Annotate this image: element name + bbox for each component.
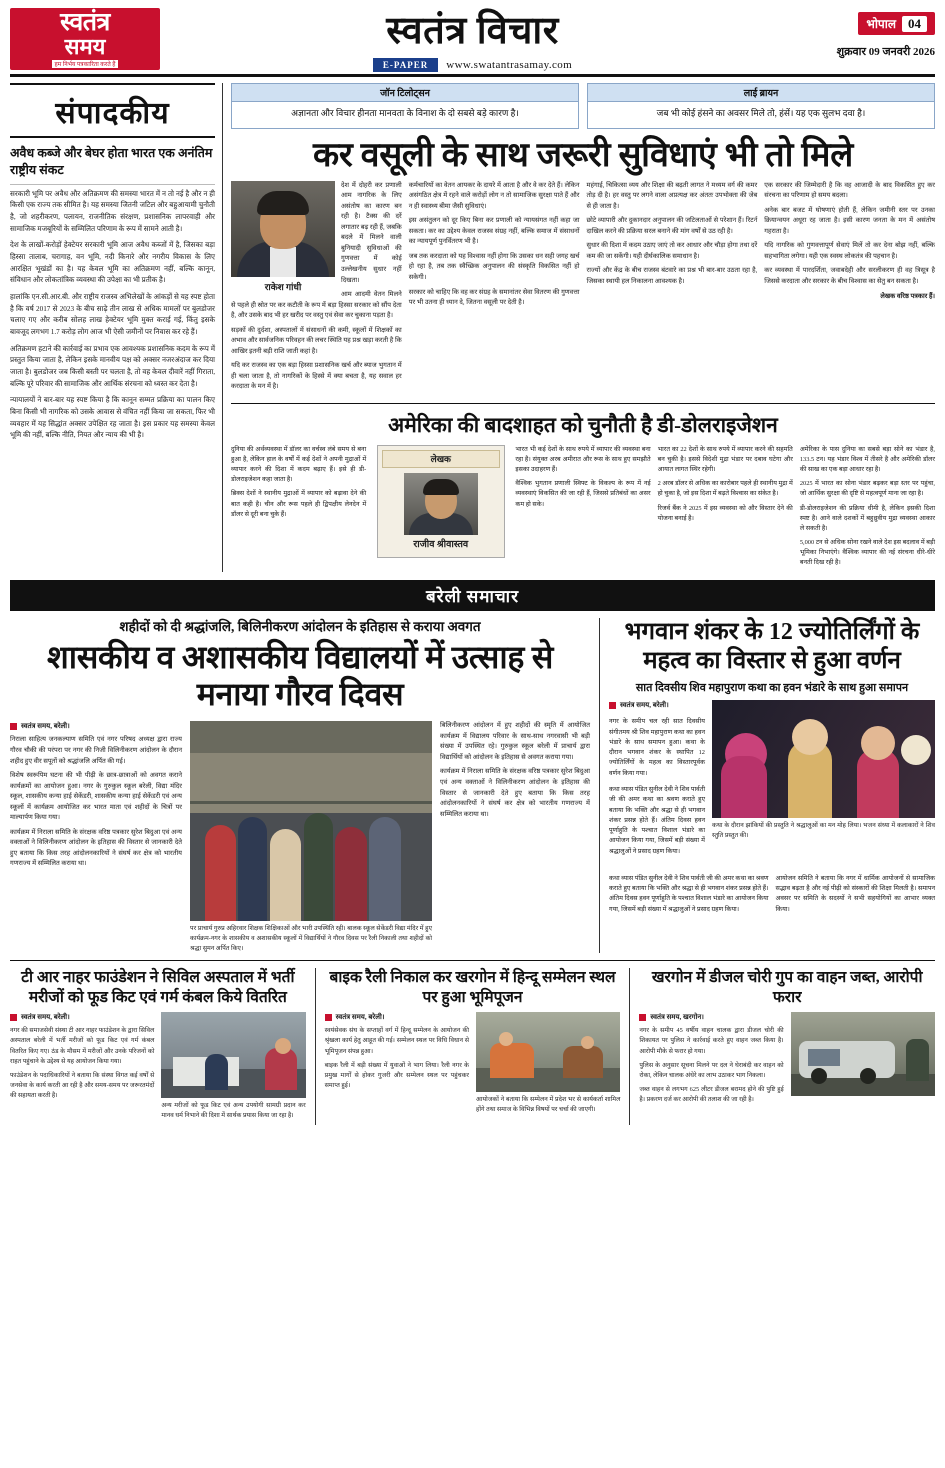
dollar-para: दुनिया की अर्थव्यवस्था में डॉलर का वर्चस्व लंबे समय से बना हुआ है, लेकिन हाल के वर्षों में कई देशों ने अपनी मुद्राओं में व्यापार करने की दिशा में कदम बढ़ाए हैं। इसे ही डी-डोलराइजेशन कहा जाता है। <box>231 445 367 484</box>
bike-rally-col-2 <box>476 1012 620 1119</box>
shiv-subhead: सात दिवसीय शिव महापुराण कथा का हवन भंडारे के साथ हुआ समापन <box>635 681 909 694</box>
bullet-icon <box>609 702 616 709</box>
author-photo <box>404 473 478 535</box>
bottom-zone <box>10 968 935 1125</box>
lead-para: इस असंतुलन को दूर किए बिना कर प्रणाली को न्यायसंगत नहीं कहा जा सकता। कर का उद्देश्य केवल राजस्व संग्रह नहीं, बल्कि समाज में संसाधनों का न्यायपूर्ण पुनर्वितरण भी है। <box>408 217 580 246</box>
diesel-theft-col-2 <box>791 1012 935 1109</box>
dollar-col-4 <box>800 445 935 572</box>
mid-zone <box>10 618 935 953</box>
editorial-title: संपादकीय <box>55 97 170 130</box>
website-url[interactable]: www.swatantrasamay.com <box>446 59 573 71</box>
editorial-para: हालांकि एन.सी.आर.बी. और राष्ट्रीय राजस्व अभिलेखों के आंकड़ों से यह स्पष्ट होता है कि वर्ष 2017 से 2023 के बीच साढ़े तीन लाख से अधिक मामलों पर बुलडोजर चलाए गए और करीब सोलह लाख हेक्टेयर भूमि मुक्त कराई गई, किंतु इसके बावजूद लगभग 1.7 करोड़ लोग आज भी ऐसी जमीनों पर निवास कर रहे हैं। <box>10 293 215 336</box>
story-diesel-theft <box>639 968 935 1125</box>
lead-para: यदि नागरिक को गुणवत्तापूर्ण सेवाएं मिलें तो कर देना बोझ नहीं, बल्कि सहभागिता लगेगा। यही एक स्वस्थ लोकतंत्र की पहचान है। <box>764 242 935 260</box>
shiv-story <box>609 618 935 953</box>
school-para: बिलिनीकरण आंदोलन में हुए शहीदों की स्मृति में आयोजित कार्यक्रम में विद्यालय परिवार के साथ-साथ नगरवासी भी बड़ी संख्या में उपस्थित रहे। गुरुकुल स्कूल बरेली में प्राचार्य द्वारा विद्यार्थियों को आंदोलन के इतिहास से अवगत कराया गया। <box>440 722 590 761</box>
dollar-author-col <box>373 445 508 572</box>
edition-city: भोपाल <box>866 17 896 31</box>
dollar-para: भारत का 22 देशों के साथ रुपये में व्यापार करने की सहमति बन चुकी है। इससे विदेशी मुद्रा भंडार पर दबाव घटेगा और आयात लागत स्थिर रहेगी। <box>657 445 793 474</box>
dollar-col-1 <box>231 445 366 572</box>
dollar-para: 2025 में भारत का सोना भंडार बढ़कर बड़ा स्तर पर पहुंचा, जो आर्थिक सुरक्षा की दृष्टि से महत्वपूर्ण माना जा रहा है। <box>799 480 936 498</box>
page-number: 04 <box>902 16 927 32</box>
logo-line-1: स्वतंत्र <box>60 8 110 36</box>
shiv-para: कथा व्यास पंडित सुनील देवी ने शिव पार्वती जी की अमर कथा का श्रवण कराते हुए बताया कि भक्ति और श्रद्धा से ही भगवान शंकर प्रसन्न होते हैं। अंतिम दिवस हवन पूर्णाहुति के पश्चात विशाल भंडारे का आयोजन किया गया, जिसमें बड़ी संख्या में श्रद्धालुओं ने प्रसाद ग्रहण किया। <box>609 786 705 855</box>
editorial-column <box>10 83 223 572</box>
author-photo-caption: राकेश गांधी <box>264 281 302 292</box>
food-kit-para: नगर की समाजसेवी संस्था टी आर नाहर फाउंडेशन के द्वारा सिविल अस्पताल बरेली में भर्ती मरीजों को फूड किट एवं गर्म कंबल वितरित किए गए। ठंड के मौसम में मरीजों और उनके परिजनों को राहत पहुंचाने के उद्देश्य से यह आयोजन किया गया। <box>10 1027 155 1065</box>
masthead <box>10 8 935 77</box>
lead-para: राज्यों और केंद्र के बीच राजस्व बंटवारे का प्रश्न भी बार-बार उठता रहा है, जिसका स्थायी हल निकालना आवश्यक है। <box>586 267 758 285</box>
lead-para: सरकार को चाहिए कि वह कर संग्रह के समानांतर सेवा वितरण की गुणवत्ता पर भी उतना ही ध्यान दे, जितना वसूली पर देती है। <box>408 288 580 307</box>
shiv-photo-block <box>712 700 935 864</box>
school-para: कार्यक्रम में निराला समिति के संरक्षक वरिष्ठ पत्रकार सुरेश बिदुआ एवं अन्य वक्ताओं ने विलिनीकरण आंदोलन के इतिहास की विस्तार से जानकारी देते हुए बताया कि किस तरह आंदोलनकारियों ने संघर्ष कर क्षेत्र को भारतीय गणराज्य में सम्मिलित कराया था। <box>440 768 590 818</box>
byline-text: स्वतंत्र समय, बरेली। <box>21 722 70 731</box>
story-bike-rally <box>325 968 631 1125</box>
lead-para: सुधार की दिशा में कदम उठाए जाएं तो कर आधार और चौड़ा होगा तथा दरें कम की जा सकेंगी। यही दीर्घकालिक समाधान है। <box>586 242 758 260</box>
food-kit-byline <box>10 1012 154 1023</box>
diesel-theft-byline <box>639 1012 783 1023</box>
food-kit-col-1 <box>10 1012 154 1125</box>
dollar-para: 2 अरब डॉलर से अधिक का कारोबार पहले ही स्थानीय मुद्रा में हो चुका है, जो इस दिशा में बढ़ते विश्वास का संकेत है। <box>657 480 793 498</box>
paper-title: स्वतंत्र विचार <box>386 10 559 52</box>
lead-col-2 <box>409 181 580 397</box>
shiv-photo-caption: कथा के दौरान झांकियों की प्रस्तुति ने श्रद्धालुओं का मन मोह लिया। भजन संध्या में कलाकारों ने शिव स्तुति प्रस्तुत की। <box>712 821 935 839</box>
lead-col-4 <box>764 181 935 397</box>
lead-col-3 <box>587 181 758 397</box>
food-kit-col-2 <box>161 1012 305 1125</box>
author-portrait <box>231 181 335 294</box>
hospital-photo <box>161 1012 305 1098</box>
shiv-para: आयोजन समिति ने बताया कि नगर में धार्मिक आयोजनों से सामाजिक सद्भाव बढ़ता है और नई पीढ़ी को संस्कारों की शिक्षा मिलती है। समापन अवसर पर समिति के सदस्यों ने सभी सहयोगियों का आभार व्यक्त किया। <box>775 874 935 913</box>
editorial-para: सरकारी भूमि पर अवैध और अतिक्रमण की समस्या भारत में न तो नई है और न ही किसी एक राज्य तक सीमित है। यह समस्या जितनी जटिल और बहुआयामी चुनौती है, जो शहरीकरण, पलायन, राजनीतिक संरक्षण, प्रशासनिक लापरवाही और सामाजिक मजबूरियों के सम्मिलित परिणाम के रूप में सामने आती है। <box>10 189 215 233</box>
diesel-theft-col-1 <box>639 1012 783 1109</box>
story-food-kit <box>10 968 316 1125</box>
editorial-subhead: अवैध कब्जे और बेघर होता भारत एक अनंतिम राष्ट्रीय संकट <box>10 145 215 185</box>
dollar-para: वैश्विक भुगतान प्रणाली स्विफ्ट के विकल्प के रूप में नई व्यवस्थाएं विकसित की जा रही हैं, जिससे प्रतिबंधों का असर कम हो सके। <box>515 480 651 508</box>
seized-vehicle-photo <box>791 1012 935 1096</box>
school-para: विशेष स्वरूपिम घटना की भी पीढ़ी के छात्र-छात्राओं को अवगत कराने कार्यक्रमों का आयोजन हुआ। नगर के गुरुकुल स्कूल बरेली, विद्या मंदिर स्कूल, शासकीय कन्या हाई सेकेंडरी, शासकीय कन्या हाई सेकेंडरी एवं अन्य स्कूलों में कार्यक्रम आयोजित कर भारत माता एवं शहीदों के चित्रों पर माल्यार्पण किया गया। <box>10 772 182 822</box>
lead-para: देश में दोहरी कर प्रणाली आम नागरिक के लिए असंतोष का कारण बन रही है। टैक्स की दरें लगातार बढ़ रही हैं, जबकि बदले में मिलने वाली बुनियादी सुविधाओं की गुणवत्ता में कोई उल्लेखनीय सुधार नहीं दिखता। <box>341 181 402 284</box>
bike-rally-byline <box>325 1012 469 1023</box>
masthead-right <box>785 8 935 59</box>
quote-card <box>231 83 579 129</box>
author-name: राजीव श्रीवास्तव <box>413 540 469 551</box>
shiv-photo <box>712 700 935 818</box>
bike-rally-para: बाइक रैली में बड़ी संख्या में युवाओं ने भाग लिया। रैली नगर के प्रमुख मार्गों से होकर गुजरी और सम्मेलन स्थल पर पहुंचकर समाप्त हुई। <box>324 1061 470 1089</box>
byline-text: स्वतंत्र समय, बरेली। <box>620 700 669 709</box>
bike-rally-headline: बाइक रैली निकाल कर खरगोन में हिन्दू सम्मेलन स्थल पर हुआ भूमिपूजन <box>329 969 616 1006</box>
school-kicker: शहीदों को दी श्रद्धांजलि, बिलिनीकरण आंदोलन के इतिहास से कराया अवगत <box>119 619 481 635</box>
bike-rally-para: आयोजकों ने बताया कि सम्मेलन में प्रदेश भर से कार्यकर्ता शामिल होंगे तथा समाज के विभिन्न विषयों पर चर्चा की जाएगी। <box>476 1096 621 1114</box>
logo-tagline: हम निर्भय पत्रकारिता करते हैं <box>52 60 119 68</box>
school-byline <box>10 721 182 732</box>
dollar-col-2 <box>515 445 650 572</box>
diesel-theft-para: नगर के समीप 45 वर्षीय वाहन चालक द्वारा डीजल चोरी की शिकायत पर पुलिस ने कार्रवाई करते हुए वाहन जब्त किया है। आरोपी मौके से फरार हो गया। <box>639 1027 784 1055</box>
school-photo-block <box>190 721 432 953</box>
quote-text: अज्ञानता और विचार हीनता मानवता के विनाश के दो सबसे बड़े कारण है। <box>291 108 519 118</box>
food-kit-body <box>10 1012 306 1125</box>
editorial-body <box>10 189 215 442</box>
dollar-para: ब्रिक्स देशों ने स्थानीय मुद्राओं में व्यापार को बढ़ावा देने की बात कही है। चीन और रूस पहले ही द्विपक्षीय लेनदेन में डॉलर से दूरी बना चुके हैं। <box>231 490 367 518</box>
lead-para: कर व्यवस्था में पारदर्शिता, जवाबदेही और सरलीकरण ही वह त्रिसूत्र है जिससे करदाता और सरकार के बीच विश्वास का सेतु बन सकता है। <box>764 267 935 285</box>
editorial-para: न्यायालयों ने बार-बार यह स्पष्ट किया है कि कानून सम्मत प्रक्रिया का पालन किए बिना किसी भी नागरिक को उसके आवास से वंचित नहीं किया जा सकता, फिर भी व्यवहार में यह सिद्धांत अक्सर उपेक्षित रह जाता है। इस प्रकार यह समस्या केवल भूमि की नहीं, बल्कि नीति, नियत और न्याय की भी है। <box>10 396 215 440</box>
quote-author: जॉन टिलोट्सन <box>232 84 578 102</box>
shiv-para: कथा व्यास पंडित सुनील देवी ने शिव पार्वती जी की अमर कथा का श्रवण कराते हुए बताया कि भक्ति और श्रद्धा से ही भगवान शंकर प्रसन्न होते हैं। अंतिम दिवस हवन पूर्णाहुति के पश्चात विशाल भंडारे का आयोजन किया गया, जिसमें बड़ी संख्या में श्रद्धालुओं ने प्रसाद ग्रहण किया। <box>609 874 769 913</box>
lead-para: छोटे व्यापारी और दुकानदार अनुपालन की जटिलताओं से परेशान हैं। रिटर्न दाखिल करने की प्रक्रिया सरल बनाने की मांग वर्षों से उठ रही है। <box>586 217 758 235</box>
lead-article-body <box>231 181 935 397</box>
bike-rally-photo <box>476 1012 620 1092</box>
dollar-headline: अमेरिका की बादशाहत को चुनौती है डी-डोलराइजेशन <box>388 412 778 437</box>
byline-text: स्वतंत्र समय, बरेली। <box>21 1013 70 1022</box>
diesel-theft-headline: खरगोन में डीजल चोरी गुप का वाहन जब्त, आरोपी फरार <box>651 969 923 1006</box>
bullet-icon <box>639 1014 646 1021</box>
author-label: लेखक <box>382 450 500 468</box>
city-page-badge <box>858 12 935 35</box>
shiv-body-2 <box>609 867 935 921</box>
section-band-bareilly: बरेली समाचार <box>10 580 935 611</box>
food-kit-para: अन्य मरीजों को फूड किट एवं अन्य उपयोगी सामग्री प्रदान कर मानव धर्म निभाने की दिशा में सार्थक प्रयास किया जा रहा है। <box>161 1102 306 1120</box>
newspaper-logo <box>10 8 160 70</box>
author-photo <box>231 181 335 277</box>
lead-para: कर्मचारियों का वेतन आयकर के दायरे में आता है और वे कर देते हैं। लेकिन असंगठित क्षेत्र में रहने वाले करोड़ों लोग न तो सामाजिक सुरक्षा पाते हैं और न ही स्वास्थ्य बीमा जैसी सुविधाएं। <box>408 181 580 210</box>
bike-rally-body <box>325 1012 621 1119</box>
lead-para: सड़कों की दुर्दशा, अस्पतालों में संसाधनों की कमी, स्कूलों में शिक्षकों का अभाव और सार्वजनिक परिवहन की लचर स्थिति यह प्रश्न खड़ा करती है कि आखिर इतनी बड़ी राशि जाती कहां है। <box>231 326 402 355</box>
dollar-para: 5,000 टन से अधिक सोना रखने वाले देश इस बदलाव में बड़ी भूमिका निभाएंगे। वैश्विक व्यापार की नई संरचना धीरे-धीरे बनती दिख रही है। <box>799 538 936 567</box>
editorial-para: देश के लाखों-करोड़ों हेक्टेयर सरकारी भूमि आज अवैध कब्जों में है, जिसका बड़ा हिस्सा तालाब, चरागाह, वन भूमि, नदी किनारे और नगरीय विकास के लिए आरक्षित भूखंडों का है। यह केवल भूमि का अतिक्रमण नहीं, बल्कि कानून, संविधान और लोकतांत्रिक व्यवस्था की उपेक्षा का भी प्रतीक है। <box>10 241 215 285</box>
school-para: कार्यक्रम में निराला समिति के संरक्षक वरिष्ठ पत्रकार सुरेश बिदुआ एवं अन्य वक्ताओं ने विलिनीकरण आंदोलन के इतिहास की विस्तार से जानकारी देते हुए बताया कि किस तरह आंदोलनकारियों ने संघर्ष कर क्षेत्र को भारतीय गणराज्य में सम्मिलित कराया था। <box>10 828 182 868</box>
editorial-para: अतिक्रमण हटाने की कार्रवाई का प्रभाव एक आवश्यक प्रशासनिक कदम के रूप में प्रस्तुत किया जाता है, लेकिन इसके मानवीय पक्ष को अक्सर नजरअंदाज कर दिया जाता है। बुलडोजर जब किसी बस्ती पर चलता है, तो वह केवल दीवारें नहीं गिराता, बल्कि पूरे परिवार की सामाजिक और आर्थिक संरचना को ध्वस्त कर देता है। <box>10 344 215 388</box>
editorial-header <box>10 83 215 138</box>
shiv-body <box>609 700 935 864</box>
top-zone <box>10 83 935 572</box>
shiv-col <box>776 867 936 921</box>
shiv-headline: भगवान शंकर के 12 ज्योतिर्लिंगों के महत्व का विस्तार से हुआ वर्णन <box>624 619 920 674</box>
byline-text: स्वतंत्र समय, बरेली। <box>335 1013 385 1022</box>
dollar-para: रिजर्व बैंक ने 2025 में इस व्यवस्था को और विस्तार देने की योजना बनाई है। <box>657 504 793 522</box>
byline-text: स्वतंत्र समय, खरगोन। <box>650 1013 704 1022</box>
lead-col-1 <box>231 181 402 397</box>
dollar-article-body <box>231 445 935 572</box>
quote-author: लाई ब्रायन <box>588 84 934 102</box>
author-box <box>377 445 505 558</box>
masthead-title-block <box>160 8 785 72</box>
bullet-icon <box>10 1014 17 1021</box>
quote-card <box>587 83 935 129</box>
shiv-para: नगर के समीप चल रही सात दिवसीय संगीतमय श्री शिव महापुराण कथा का हवन भंडारे के साथ समापन हुआ। कथा के दौरान भगवान शंकर के स्थापित 12 ज्योतिर्लिंगों के महत्व का विस्तारपूर्वक वर्णन किया गया। <box>609 718 705 777</box>
shiv-col <box>609 867 769 921</box>
quote-text: जब भी कोई हंसने का अवसर मिले तो, हंसें। यह एक सुलभ दवा है। <box>656 108 866 118</box>
masthead-subbar <box>160 58 785 72</box>
logo-line-2: समय <box>64 33 106 59</box>
dateline: शुक्रवार 09 जनवरी 2026 <box>836 46 935 58</box>
school-text-col-2 <box>440 721 590 953</box>
school-photo-caption: पर प्राचार्य गुरुप्र अहिरवार शिक्षक शिक्षिकाओं और भारी उपस्थिति रही। बालक स्कूल सेकेंडरी विद्या मंदिर में हुए कार्यक्रम-नगर के शासकीय व अशासकीय स्कूलों में विद्यार्थियों ने गौरव दिवस पर रैली निकाली तथा शहीदों को श्रद्धा सुमन अर्पित किए। <box>190 925 432 952</box>
lead-para: यदि कर राजस्व का एक बड़ा हिस्सा प्रशासनिक खर्च और ब्याज भुगतान में ही चला जाता है, तो नागरिकों के हिस्से में क्या बचता है, यह सवाल हर करदाता के मन में है। <box>231 362 402 391</box>
lead-author-credit: लेखक वरिष्ठ पत्रकार हैं। <box>880 292 935 300</box>
school-story <box>10 618 600 953</box>
bullet-icon <box>325 1014 332 1021</box>
school-headline: शासकीय व अशासकीय विद्यालयों में उत्साह से मनाया गौरव दिवस <box>46 638 554 713</box>
quote-strip <box>231 83 935 129</box>
lead-para: जब तक करदाता को यह विश्वास नहीं होगा कि उसका धन सही जगह खर्च हो रहा है, तब तक स्वैच्छिक अनुपालन की संस्कृति विकसित नहीं हो सकेगी। <box>408 252 580 281</box>
food-kit-para: फाउंडेशन के पदाधिकारियों ने बताया कि संस्था विगत कई वर्षों से जनसेवा के कार्य करती आ रही है और समय-समय पर जरूरतमंदों की सहायता करती है। <box>10 1071 155 1099</box>
diesel-theft-para: पुलिस के अनुसार सूचना मिलने पर दल ने घेराबंदी कर वाहन को रोका, लेकिन चालक अंधेरे का लाभ उठाकर भाग निकला। <box>639 1061 784 1079</box>
section-divider <box>231 403 935 404</box>
school-story-body <box>10 721 590 953</box>
epaper-badge[interactable]: E-PAPER <box>373 58 438 72</box>
bike-rally-col-1 <box>325 1012 469 1119</box>
bullet-icon <box>10 723 17 730</box>
diesel-theft-body <box>639 1012 935 1109</box>
lead-para: एक सरकार की जिम्मेदारी है कि वह आजादी के बाद विकसित हुए कर संरचना का परिणाम हो समय बदला। <box>764 181 935 200</box>
dollar-para: डी-डोलराइजेशन की प्रक्रिया धीमी है, लेकिन इसकी दिशा स्पष्ट है। आने वाले दशकों में बहुध्रुवीय मुद्रा व्यवस्था आकार ले सकती है। <box>799 504 936 532</box>
school-text-col <box>10 721 182 953</box>
dollar-para: अमेरिका के पास दुनिया का सबसे बड़ा सोने का भंडार है, 133.5 टन। यह भंडार विश्व में तीसरे है और अमेरिकी डॉलर की साख का एक बड़ा आधार रहा है। <box>799 445 936 474</box>
lead-para: आम आदमी वेतन मिलने से पहले ही स्रोत पर कर कटौती के रूप में बड़ा हिस्सा सरकार को सौंप देता है, और उसके बाद भी हर खरीद पर वस्तु एवं सेवा कर चुकाना पड़ता है। <box>231 291 402 320</box>
main-column <box>231 83 935 572</box>
shiv-byline <box>609 700 705 711</box>
lead-headline: कर वसूली के साथ जरूरी सुविधाएं भी तो मिले <box>313 136 853 174</box>
dollar-para: भारत भी कई देशों के साथ रुपये में व्यापार की व्यवस्था बना रहा है। संयुक्त अरब अमीरात और रूस के साथ हुए समझौते इसका उदाहरण हैं। <box>515 445 651 474</box>
lead-para: अनेक बार बजट में घोषणाएं होती हैं, लेकिन जमीनी स्तर पर उनका क्रियान्वयन अधूरा रह जाता है। इसी कारण जनता के मन में असंतोष गहराता है। <box>764 206 935 235</box>
lead-para: महंगाई, चिकित्सा व्यय और शिक्षा की बढ़ती लागत ने मध्यम वर्ग की कमर तोड़ दी है। हर वस्तु पर लगने वाला अप्रत्यक्ष कर अंततः उपभोक्ता की जेब से ही जाता है। <box>586 181 758 210</box>
school-para: निराला साहित्य जनकल्याण समिति एवं नगर परिषद अध्यक्ष द्वारा राज्य गौरव चौकी की परंपरा पर नगर की निजी विलिनीकरण आंदोलन के दौरान शहीद हुए वीर सपूतों को श्रद्धांजलि अर्पित की गई। <box>10 736 182 765</box>
shiv-text-col <box>609 700 705 864</box>
food-kit-headline: टी आर नाहर फाउंडेशन ने सिविल अस्पताल में भर्ती मरीजों को फूड किट एवं गर्म कंबल किये वितरित <box>21 969 295 1006</box>
dollar-col-3 <box>658 445 793 572</box>
school-photo <box>190 721 432 921</box>
section-divider <box>10 960 935 961</box>
diesel-theft-para: जब्त वाहन से लगभग 625 लीटर डीजल बरामद होने की पुष्टि हुई है। प्रकरण दर्ज कर आरोपी की तलाश की जा रही है। <box>639 1085 784 1103</box>
bike-rally-para: स्वयंसेवक संघ के सप्ताहों वर्ग में हिन्दू सम्मेलन के आयोजन की श्रृंखला कार्य हेतु आहूत की गई। सम्मेलन स्थल पर विधि विधान से भूमिपूजन संपन्न हुआ। <box>324 1027 470 1055</box>
